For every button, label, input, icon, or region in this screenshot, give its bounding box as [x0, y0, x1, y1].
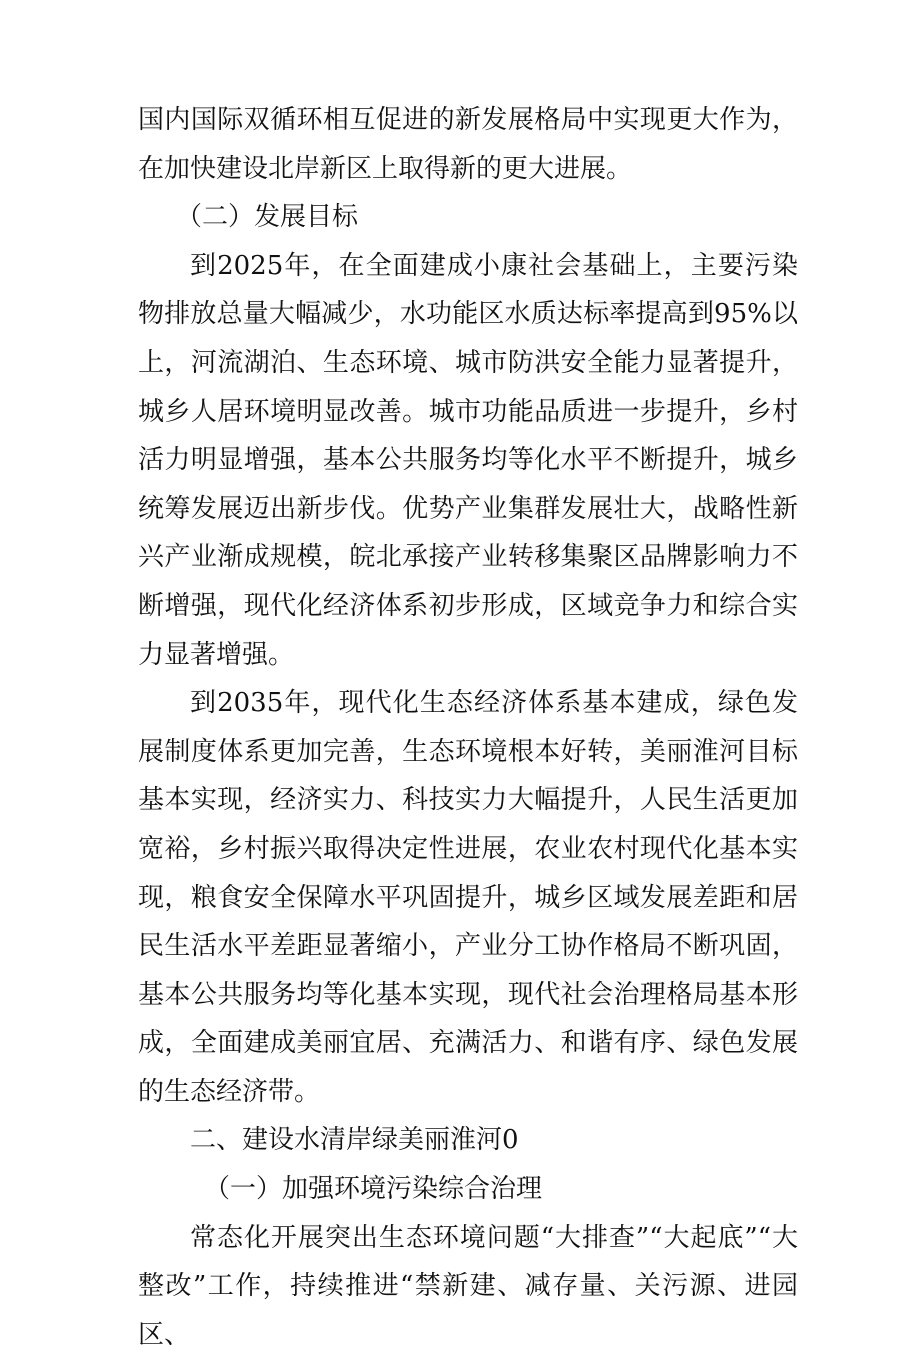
paragraph-2035-goals: 到2035年，现代化生态经济体系基本建成，绿色发展制度体系更加完善，生态环境根本好转，美丽淮河目标基本实现，经济实力、科技实力大幅提升，人民生活更加宽裕，乡村振兴取得决定性进展，农业农村现代化基本实现，粮食安全保障水平巩固提升，城乡区域发展差距和居民生活水平差距显著缩小，产业分工协作格局不断巩固，基本公共服务均等化基本实现，现代社会治理格局基本形成，全面建成美丽宜居、充满活力、和谐有序、绿色发展的生态经济带。 — [138, 688, 798, 1107]
document-body — [138, 96, 798, 1359]
heading-section-2: 二、建设水清岸绿美丽淮河0 — [190, 1125, 519, 1156]
heading-pollution-control: （一）加强环境污染综合治理 — [204, 1174, 543, 1205]
heading-development-goals: （二）发展目标 — [176, 202, 359, 233]
paragraph-2025-goals: 到2025年，在全面建成小康社会基础上，主要污染物排放总量大幅减少，水功能区水质达标率提高到95%以上，河流湖泊、生态环境、城市防洪安全能力显著提升，城乡人居环境明显改善。城市功能品质进一步提升，乡村活力明显增强，基本公共服务均等化水平不断提升，城乡统筹发展迈出新步伐。优势产业集群发展壮大，战略性新兴产业渐成规模，皖北承接产业转移集聚区品牌影响力不断增强，现代化经济体系初步形成，区域竞争力和综合实力显著增强。 — [138, 250, 798, 670]
paragraph-continued: 国内国际双循环相互促进的新发展格局中实现更大作为，在加快建设北岸新区上取得新的更大进展。 — [138, 105, 798, 184]
paragraph-pollution-control: 常态化开展突出生态环境问题“大排查”“大起底”“大整改”工作，持续推进“禁新建、减存量、关污源、进园区、 — [138, 1222, 798, 1350]
